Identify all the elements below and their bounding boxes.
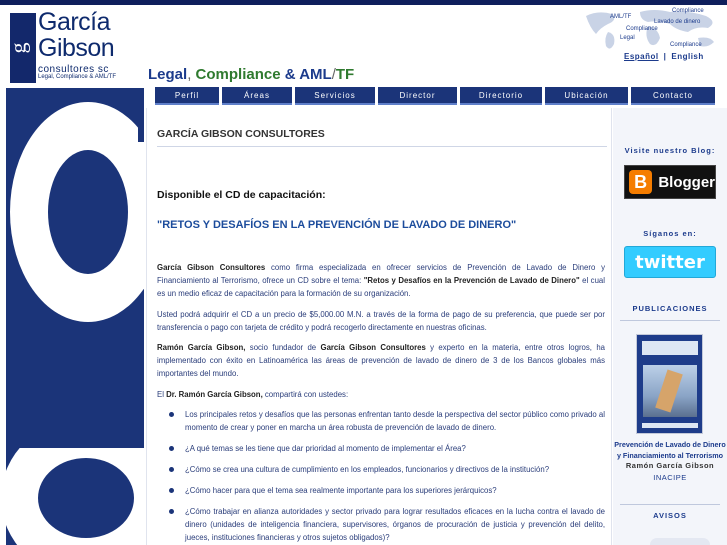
twitter-label: twitter <box>635 251 705 273</box>
lang-en-link[interactable]: English <box>671 52 704 61</box>
list-item: ¿Cómo hacer para que el tema sea realmente importante para los superiores jerárquicos? <box>167 484 605 497</box>
world-map <box>578 6 727 54</box>
tagline-comma: , <box>187 66 192 83</box>
avisos-heading: AVISOS <box>653 511 687 520</box>
page-title: GARCÍA GIBSON CONSULTORES <box>157 128 325 140</box>
founder-name: Ramón García Gibson, <box>157 343 246 352</box>
intro-text: como firma especializada en ofrecer servicios de Prevención de Lavado de Dinero y Financiamiento al Terrorismo, ofrece un CD sobre el tema: <box>157 263 605 286</box>
map-label: Compliance <box>672 8 704 14</box>
lang-es-link[interactable]: Español <box>624 52 659 61</box>
blogger-button[interactable] <box>624 165 716 199</box>
book-author: Ramón García Gibson <box>625 461 715 470</box>
founder-text-end: y experto en la materia, entre otros logros, ha implementado con éxito en Latinoamérica las áreas de prevención de lavado de dinero de 3 de los Bancos globales más importantes del mundo. <box>157 343 605 379</box>
map-label: Lavado de dinero <box>654 19 701 25</box>
nav-directorio[interactable]: Directorio <box>460 87 542 105</box>
avisos-divider <box>620 504 720 505</box>
tagline-slash: / <box>331 66 336 83</box>
logo[interactable] <box>6 10 144 82</box>
tagline-legal: Legal <box>148 66 188 83</box>
nav-director[interactable]: Director <box>378 87 457 105</box>
map-label: Legal <box>620 35 635 41</box>
founder-paragraph <box>157 341 605 381</box>
logo-mark: g <box>10 13 36 83</box>
firm-name-2: García Gibson Consultores <box>320 343 426 352</box>
share-intro <box>157 388 605 401</box>
book-cover-photo <box>643 365 697 417</box>
main-nav <box>155 87 715 105</box>
nav-perfil[interactable]: Perfil <box>155 87 219 105</box>
logo-subtitle-small: Legal, Compliance & AML/TF <box>38 74 117 80</box>
book-publisher: INACIPE <box>653 473 687 482</box>
title-divider <box>157 146 607 147</box>
avisos-image <box>650 538 710 545</box>
map-label: Compliance <box>626 26 658 32</box>
cd-name: "Retos y Desafíos en la Prevención de Lavado de Dinero" <box>363 276 580 286</box>
logo-name-line2: Gibson <box>38 34 115 62</box>
cd-title: "RETOS Y DESAFÍOS EN LA PREVENCIÓN DE LAVADO DE DINERO" <box>157 219 517 231</box>
tagline-aml: AML <box>299 66 332 83</box>
publications-heading: PUBLICACIONES <box>632 304 708 313</box>
top-strip <box>0 0 727 5</box>
brand-g-tail-graphic <box>6 388 144 545</box>
publications-divider <box>620 320 720 321</box>
list-item: ¿A qué temas se les tiene que dar prioridad al momento de implementar el Área? <box>167 442 605 455</box>
share-pre: El <box>157 390 167 399</box>
nav-ubicacion[interactable]: Ubicación <box>545 87 628 105</box>
logo-name-line1: García <box>38 8 111 36</box>
tagline <box>148 66 354 83</box>
nav-servicios[interactable]: Servicios <box>295 87 375 105</box>
blog-heading: Visite nuestro Blog: <box>624 146 716 155</box>
twitter-button[interactable] <box>624 246 716 278</box>
nav-contacto[interactable]: Contacto <box>631 87 715 105</box>
tagline-tf: TF <box>335 66 355 83</box>
doctor-name: Dr. Ramón García Gibson, <box>166 390 263 399</box>
map-label: Compliance <box>670 42 702 48</box>
map-label: AML/TF <box>610 14 632 20</box>
blogger-label: Blogger <box>658 173 715 191</box>
price-paragraph: Usted podrá adquirir el CD a un precio de $5,000.00 M.N. a través de la forma de pago de su preferencia, que puede ser por transferencia o pago con tarjeta de crédito y podrá recogerlo directamente en nuestras oficinas. <box>157 310 605 333</box>
book-cover-title-band <box>642 341 698 355</box>
language-switch <box>624 52 704 61</box>
left-brand-panel <box>6 88 144 545</box>
main-content <box>146 108 612 545</box>
topics-list <box>167 408 605 545</box>
brand-g-graphic <box>6 92 144 352</box>
share-text: compartirá con ustedes: <box>262 390 349 399</box>
intro-paragraph <box>157 261 605 301</box>
intro-text-end: el cual es un medio eficaz de capacitación para la formación de su organización. <box>157 276 605 299</box>
cd-heading: Disponible el CD de capacitación: <box>157 189 326 201</box>
blogger-icon: B <box>629 170 652 194</box>
nav-areas[interactable]: Áreas <box>222 87 292 105</box>
list-item: Los principales retos y desafíos que las personas enfrentan tanto desde la perspectiva del sector público como privado al momento de crear y poner en marcha un área robusta de prevención de lavado de dinero. <box>167 408 605 434</box>
book-cover-footer-band <box>642 423 698 428</box>
list-item: ¿Cómo se crea una cultura de cumplimiento en los empleados, funcionarios y directivos de la institución? <box>167 463 605 476</box>
follow-heading: Síganos en: <box>643 229 697 238</box>
tagline-compliance: Compliance <box>195 66 281 83</box>
logo-subtitle: consultores sc <box>38 64 109 75</box>
book-cover[interactable] <box>636 334 703 434</box>
tagline-amp: & <box>284 66 296 83</box>
founder-text: socio fundador de <box>245 343 321 352</box>
list-item: ¿Cómo trabajar en alianza autoridades y sector privado para lograr resultados eficaces en la lucha contra el lavado de dinero (unidades de inteligencia financiera, supervisores, órganos de procuración de justicia y prevención del delito, jueces, instituciones financieras y otros sujetos obligados)? <box>167 505 605 544</box>
lang-separator: | <box>663 52 667 61</box>
book-title-link[interactable]: Prevención de Lavado de Dinero y Financiamiento al Terrorismo <box>614 440 726 460</box>
firm-name: García Gibson Consultores <box>157 263 266 272</box>
